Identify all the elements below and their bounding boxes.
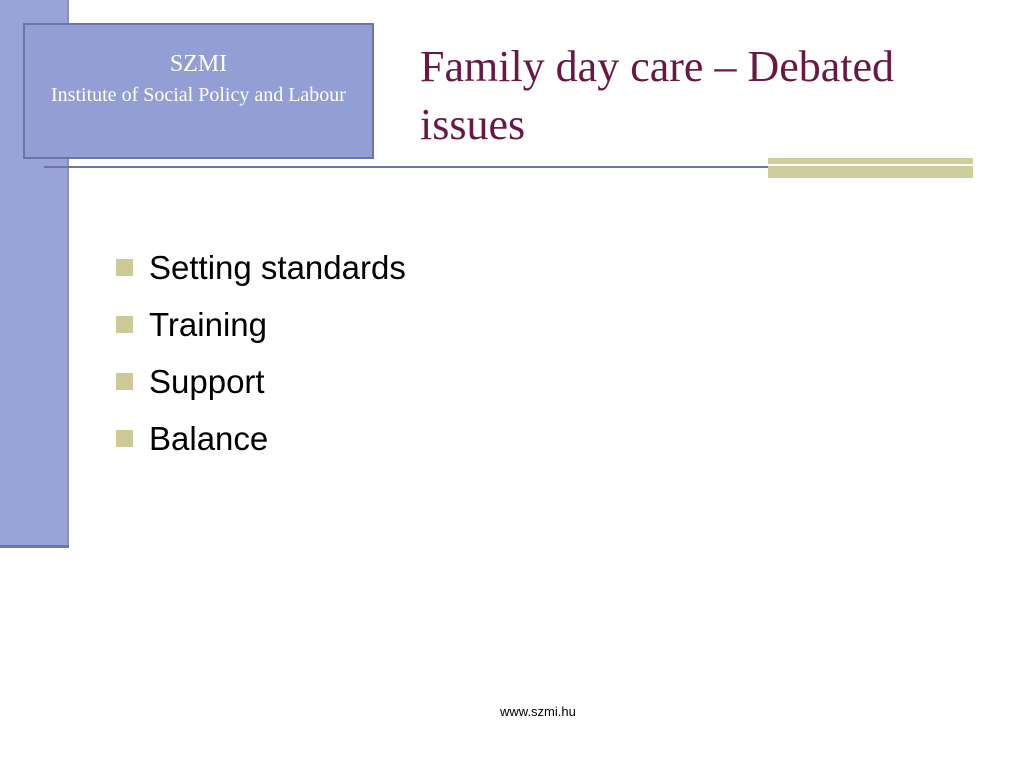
bullet-list bbox=[116, 239, 406, 467]
left-band-shadow bbox=[0, 545, 69, 548]
footer-url: www.szmi.hu bbox=[500, 704, 576, 719]
square-bullet-icon bbox=[116, 259, 133, 276]
org-name: SZMI bbox=[169, 51, 228, 77]
bullet-text: Balance bbox=[149, 419, 269, 457]
list-item bbox=[116, 353, 406, 410]
slide-title: Family day care – Debated issues bbox=[420, 42, 895, 149]
org-box bbox=[23, 23, 374, 159]
square-bullet-icon bbox=[116, 316, 133, 333]
square-bullet-icon bbox=[116, 373, 133, 390]
list-item bbox=[116, 239, 406, 296]
list-item bbox=[116, 296, 406, 353]
square-bullet-icon bbox=[116, 430, 133, 447]
list-item bbox=[116, 410, 406, 467]
bullet-text: Training bbox=[149, 305, 267, 343]
org-subtitle: Institute of Social Policy and Labour bbox=[51, 84, 346, 106]
title-accent-bar bbox=[768, 158, 973, 178]
bullet-text: Support bbox=[149, 362, 265, 400]
bullet-text: Setting standards bbox=[149, 248, 406, 286]
